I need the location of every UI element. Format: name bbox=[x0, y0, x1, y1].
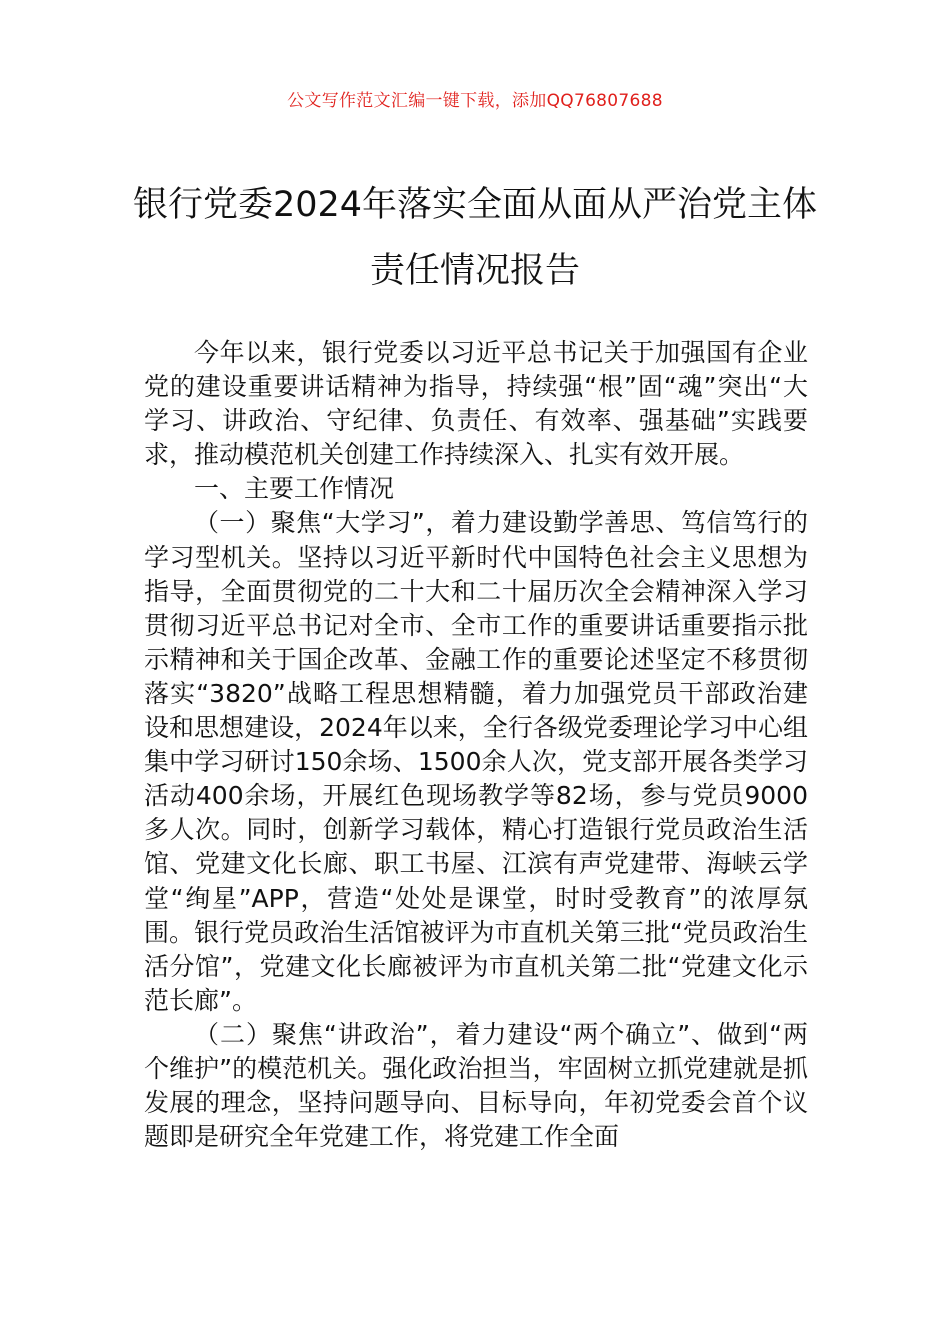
section-heading: 一、主要工作情况 bbox=[194, 474, 395, 504]
document-title: 银行党委2024年落实全面从面从严治党主体责任情况报告 bbox=[132, 185, 818, 291]
paragraph-intro: 今年以来，银行党委以习近平总书记关于加强国有企业党的建设重要讲话精神为指导，持续强“根”固“魂”突出“大学习、讲政治、守纪律、负责任、有效率、强基础”实践要求，推动模范机关创建工作持续深入、扎实有效开展。 bbox=[144, 338, 808, 470]
header-note: 公文写作范文汇编一键下载，添加QQ76807688 bbox=[287, 91, 663, 111]
paragraph-study: （一）聚焦“大学习”，着力建设勤学善思、笃信笃行的学习型机关。坚持以习近平新时代中国特色社会主义思想为指导，全面贯彻党的二十大和二十届历次全会精神深入学习贯彻习近平总书记对全市、全市工作的重要讲话重要指示批示精神和关于国企改革、金融工作的重要论述坚定不移贯彻落实“3820”战略工程思想精髓，着力加强党员干部政治建设和思想建设，2024年以来，全行各级党委理论学习中心组集中学习研讨150余场、1500余人次，党支部开展各类学习活动400余场，开展红色现场教学等82场，参与党员9000多人次。同时，创新学习载体，精心打造银行党员政治生活馆、党建文化长廊、职工书屋、江滨有声党建带、海峡云学堂“绚星”APP，营造“处处是课堂，时时受教育”的浓厚氛围。银行党员政治生活馆被评为市直机关第三批“党员政治生活分馆”，党建文化长廊被评为市直机关第二批“党建文化示范长廊”。 bbox=[144, 508, 808, 1015]
paragraph-politics: （二）聚焦“讲政治”，着力建设“两个确立”、做到“两个维护”的模范机关。强化政治担当，牢固树立抓党建就是抓发展的理念，坚持问题导向、目标导向，年初党委会首个议题即是研究全年党建工作，将党建工作全面 bbox=[144, 1019, 808, 1152]
document-body bbox=[144, 336, 808, 1154]
